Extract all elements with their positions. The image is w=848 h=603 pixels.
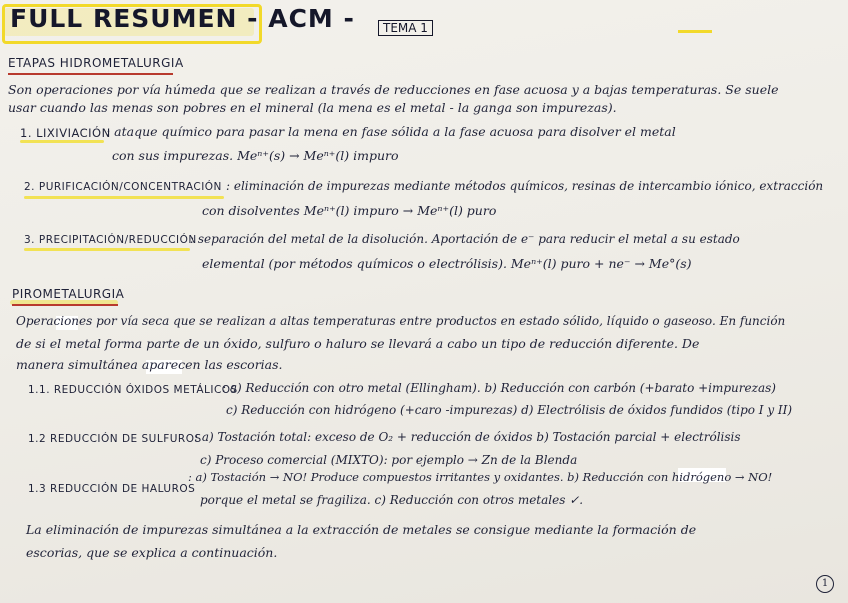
yellow-mark — [678, 30, 712, 33]
red-oxidos-text-2: c) Reducción con hidrógeno (+caro -impurezas) d) Electrólisis de óxidos fundidos (tipo I y II) — [226, 403, 793, 417]
piro-heading-underline — [12, 304, 118, 306]
red-sulfuros-label: 1.2 REDUCCIÓN DE SULFUROS — [28, 433, 202, 445]
piro-heading: PIROMETALURGIA — [12, 287, 125, 301]
hidro-intro-line-2: usar cuando las menas son pobres en el mineral (la mena es el metal - la ganga son impurezas). — [8, 100, 617, 115]
page-title: FULL RESUMEN - ACM - — [10, 4, 355, 33]
outro-line-1: La eliminación de impurezas simultánea a la extracción de metales se consigue mediante la formación de — [26, 522, 697, 537]
red-sulfuros-text-1: : a) Tostación total: exceso de O₂ + reducción de óxidos b) Tostación parcial + electrólisis — [194, 430, 741, 444]
piro-intro-line-2: de si el metal forma parte de un óxido, sulfuro o haluro se llevará a cabo un tipo de reducción diferente. De — [16, 336, 700, 351]
step3-label: 3. PRECIPITACIÓN/REDUCCIÓN — [24, 234, 197, 246]
red-haluros-text-1: : a) Tostación → NO! Produce compuestos irritantes y oxidantes. b) Reducción con hidrógeno → NO! — [188, 470, 773, 484]
hidro-heading: ETAPAS HIDROMETALURGIA — [8, 56, 184, 70]
red-oxidos-label: 1.1. REDUCCIÓN ÓXIDOS METÁLICOS — [28, 384, 238, 396]
red-sulfuros-text-2: c) Proceso comercial (MIXTO): por ejemplo → Zn de la Blenda — [200, 453, 578, 467]
step1-highlight — [20, 140, 104, 143]
outro-line-2: escorias, que se explica a continuación. — [26, 545, 278, 560]
step3-highlight — [24, 248, 190, 251]
hidro-intro-line-1: Son operaciones por vía húmeda que se realizan a través de reducciones en fase acuosa y a bajas temperaturas. Se suele — [8, 82, 779, 97]
hidro-heading-underline — [8, 73, 173, 75]
red-oxidos-text-1: : a) Reducción con otro metal (Ellingham). b) Reducción con carbón (+barato +impurezas) — [222, 381, 776, 395]
step3-text-1: : separación del metal de la disolución. Aportación de e⁻ para reducir el metal a su estado — [190, 232, 740, 246]
step3-text-2: elemental (por métodos químicos o electrólisis). Meⁿ⁺(l) puro + ne⁻ → Me°(s) — [202, 256, 692, 271]
red-haluros-text-2: porque el metal se fragiliza. c) Reducción con otros metales ✓. — [200, 493, 584, 507]
step2-text-2: con disolventes Meⁿ⁺(l) impuro → Meⁿ⁺(l) puro — [202, 203, 497, 218]
step2-text-1: : eliminación de impurezas mediante métodos químicos, resinas de intercambio iónico, extracción — [226, 179, 824, 193]
piro-intro-line-1: Operaciones por vía seca que se realizan a altas temperaturas entre productos en estado sólido, líquido o gaseoso. En función — [16, 314, 786, 328]
red-haluros-label: 1.3 REDUCCIÓN DE HALUROS — [28, 483, 196, 495]
tema-label: TEMA 1 — [378, 20, 433, 36]
step2-highlight — [24, 196, 224, 199]
piro-intro-line-3: manera simultánea aparecen las escorias. — [16, 357, 283, 372]
step1-text-1: : ataque químico para pasar la mena en fase sólida a la fase acuosa para disolver el metal — [106, 124, 676, 139]
step2-label: 2. PURIFICACIÓN/CONCENTRACIÓN — [24, 181, 222, 193]
step1-text-2: con sus impurezas. Meⁿ⁺(s) → Meⁿ⁺(l) impuro — [112, 148, 399, 163]
step1-label: 1. LIXIVIACIÓN — [20, 126, 111, 140]
page-number: 1 — [816, 575, 834, 593]
